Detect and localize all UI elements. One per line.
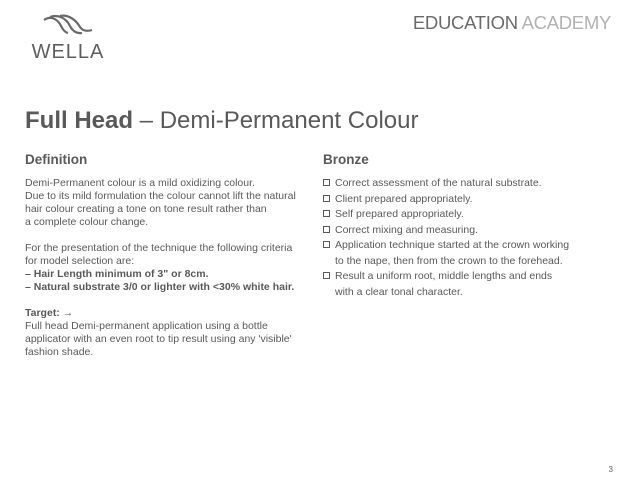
checklist-item: Self prepared appropriately.: [323, 207, 613, 223]
checklist-item: Result a uniform root, middle lengths and ends with a clear tonal character.: [323, 269, 613, 300]
definition-text: [25, 177, 310, 359]
checklist-item: Correct assessment of the natural substrate.: [323, 176, 613, 192]
target-line: Full head Demi-permanent application using a bottle: [25, 320, 268, 332]
definition-line: Demi-Permanent colour is a mild oxidizing colour.: [25, 177, 255, 189]
page-title: [25, 107, 418, 135]
page-number: 3: [608, 465, 613, 474]
bronze-section: [323, 151, 613, 300]
definition-heading: Definition: [25, 152, 88, 167]
checklist-item: Correct mixing and measuring.: [323, 223, 613, 239]
checkbox-icon: [323, 272, 330, 279]
checkbox-icon: [323, 195, 330, 202]
wella-wave-icon: [40, 14, 96, 40]
checkbox-icon: [323, 226, 330, 233]
education-academy-wordmark: [413, 12, 611, 34]
definition-line: hair colour creating a tone on tone result rather than: [25, 203, 267, 215]
target-label: Target: →: [25, 307, 74, 319]
academy-bold: EDUCATION: [412, 12, 518, 33]
definition-line: a complete colour change.: [25, 216, 149, 228]
criteria-line: For the presentation of the technique the following criteria: [25, 242, 293, 254]
checklist-item: Client prepared appropriately.: [323, 192, 613, 208]
checkbox-icon: [323, 210, 330, 217]
title-rest: – Demi-Permanent Colour: [133, 107, 419, 134]
bronze-checklist: [323, 176, 613, 300]
bronze-heading: Bronze: [323, 152, 369, 167]
target-line: fashion shade.: [25, 346, 94, 358]
definition-section: [25, 151, 310, 359]
criteria-line: for model selection are:: [25, 255, 135, 267]
checkbox-icon: [323, 241, 330, 248]
title-bold: Full Head: [25, 107, 134, 134]
checklist-item: Application technique started at the crown working to the nape, then from the crown to the forehead.: [323, 238, 613, 269]
target-line: applicator with an even root to tip result using any 'visible': [25, 333, 292, 345]
criteria-item: – Hair Length minimum of 3" or 8cm.: [25, 268, 209, 280]
checkbox-icon: [323, 179, 330, 186]
academy-light: ACADEMY: [517, 12, 611, 33]
criteria-item: – Natural substrate 3/0 or lighter with <30% white hair.: [25, 281, 295, 293]
logo-text: WELLA: [31, 41, 105, 63]
wella-logo: [28, 14, 108, 62]
definition-line: Due to its mild formulation the colour cannot lift the natural: [25, 190, 296, 202]
